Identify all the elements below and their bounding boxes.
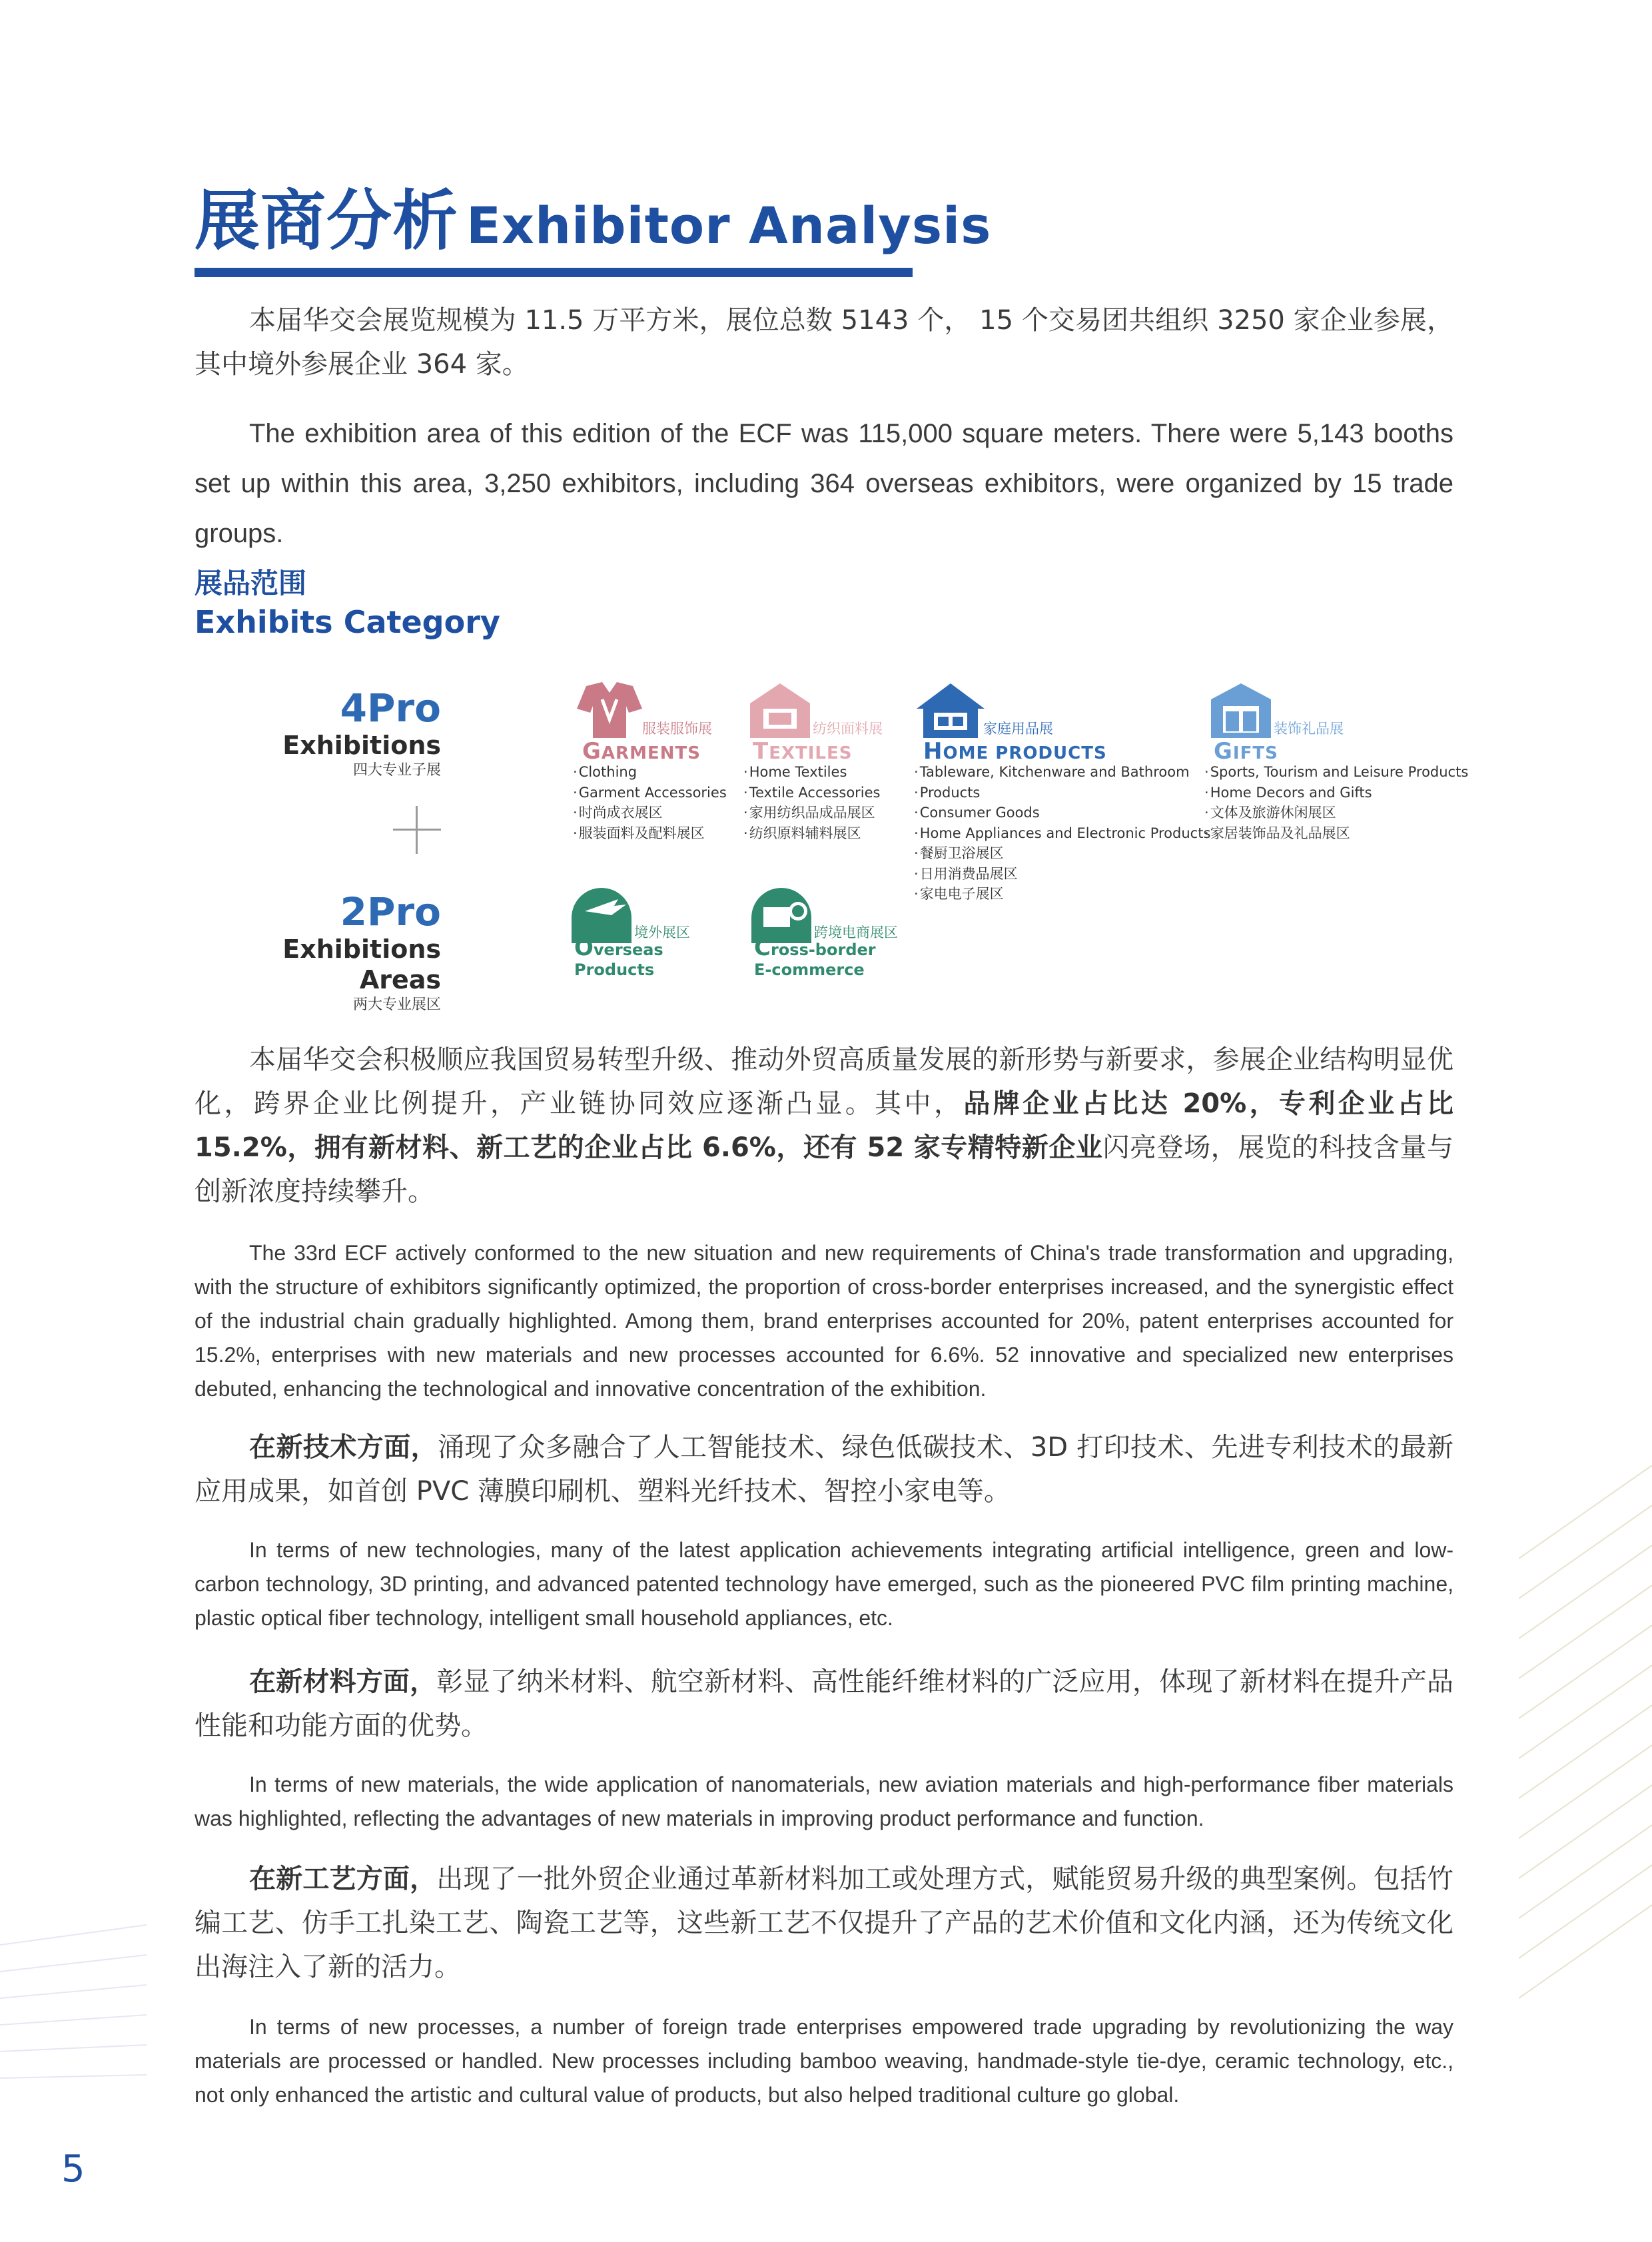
list-item: · 时尚成衣展区	[573, 803, 739, 823]
structure-paragraph-zh: 本届华交会积极顺应我国贸易转型升级、推动外贸高质量发展的新形势与新要求，参展企业结构明显优化，跨界企业比例提升，产业链协同效应逐渐凸显。其中，品牌企业占比达 20%，专利企业占比 15.2%，拥有新材料、新工艺的企业占比 6.6%，还有 52 家专精特新企业闪亮登场，展览的科技含量与创新浓度持续攀升。	[195, 1044, 1454, 1207]
category-home-products	[914, 679, 1211, 905]
category-heading-en: Exhibits Category	[195, 604, 500, 640]
textile-icon	[743, 679, 817, 741]
page-title	[195, 181, 991, 266]
textiles-cn: 纺织面料展	[813, 721, 883, 737]
pro-areas-num: 2Pro	[340, 889, 441, 934]
category-garments	[573, 679, 739, 843]
pro-exhibitions-cn: 四大专业子展	[352, 762, 441, 779]
overseas-en: Overseas Products	[574, 934, 663, 979]
tech-paragraph-en: In terms of new technologies, many of the latest application achievements integrating artificial intelligence, green and low-carbon technology, 3D printing, and advanced patented technology have emerged, such as the pioneered PVC film printing machine, plastic optical fiber technology, intelligent small household appliances, etc.	[195, 1538, 1453, 1630]
home-products-items	[914, 762, 1211, 905]
processes-paragraph-zh: 在新工艺方面，出现了一批外贸企业通过革新材料加工或处理方式，赋能贸易升级的典型案例。包括竹编工艺、仿手工扎染工艺、陶瓷工艺等，这些新工艺不仅提升了产品的艺术价值和文化内涵，还为传统文化出海注入了新的活力。	[195, 1864, 1454, 1982]
cross-border-en: Cross-border E-commerce	[754, 934, 876, 979]
title-underline	[195, 268, 913, 277]
list-item: · 家电电子展区	[914, 884, 1200, 905]
pro-exhibitions-num: 4Pro	[340, 685, 441, 731]
area-cross-border	[745, 885, 945, 984]
overseas-cn: 境外展区	[634, 925, 690, 940]
garments-logo	[573, 679, 739, 765]
home-products-en: HOME PRODUCTS	[923, 738, 1107, 765]
highlight-stats: 品牌企业占比达 20%，专利企业占比 15.2%，拥有新材料、新工艺的企业占比 6.6%，还有 52 家专精特新企业	[195, 1088, 1454, 1163]
list-item: · Textile Accessories	[743, 783, 910, 803]
intro-zh: 本届华交会展览规模为 11.5 万平方米，展位总数 5143 个， 15 个交易团共组织 3250 家企业参展，其中境外参展企业 364 家。	[195, 305, 1453, 380]
materials-paragraph-en: In terms of new materials, the wide application of nanomaterials, new aviation materials and high-performance fiber materials was highlighted, reflecting the advantages of new materials in improving product performance and function.	[195, 1772, 1453, 1830]
house-icon	[914, 679, 987, 741]
gifts-items	[1204, 762, 1471, 843]
category-textiles	[743, 679, 910, 843]
list-item: · Garment Accessories	[573, 783, 739, 803]
gift-icon	[1204, 679, 1278, 741]
structure-paragraph-en: The 33rd ECF actively conformed to the new situation and new requirements of China's trade transformation and upgrading, with the structure of exhibitors significantly optimized, the proportion of cross-border enterprises increased, and the synergistic effect of the industrial chain gradually highlighted. Among them, brand enterprises accounted for 20%, patent enterprises accounted for 15.2%, enterprises with new materials and new processes accounted for 6.6%. 52 innovative and specialized new enterprises debuted, enhancing the technological and innovative concentration of the exhibition.	[195, 1241, 1453, 1401]
garments-items	[573, 762, 739, 843]
list-item: · Tableware, Kitchenware and Bathroom	[914, 762, 1200, 783]
list-item: · 餐厨卫浴展区	[914, 843, 1200, 864]
list-item: · Home Decors and Gifts	[1204, 783, 1471, 803]
decorative-lines-left	[0, 1918, 147, 2118]
title-zh: 展商分析	[195, 183, 459, 259]
pro-areas-cn: 两大专业展区	[352, 996, 441, 1013]
home-products-logo	[914, 679, 1200, 765]
textiles-logo	[743, 679, 910, 765]
list-item: · Sports, Tourism and Leisure Products	[1204, 762, 1471, 783]
garments-en: GARMENTS	[582, 738, 701, 765]
gifts-cn: 装饰礼品展	[1274, 721, 1344, 737]
cross-border-cn: 跨境电商展区	[814, 925, 898, 940]
category-gifts	[1204, 679, 1471, 843]
area-overseas	[565, 885, 738, 984]
garments-cn: 服装服饰展	[642, 721, 712, 737]
list-item: · Consumer Goods	[914, 803, 1200, 823]
tech-paragraph-zh: 在新技术方面，涌现了众多融合了人工智能技术、绿色低碳技术、3D 打印技术、先进专利技术的最新应用成果，如首创 PVC 薄膜印刷机、塑料光纤技术、智控小家电等。	[195, 1432, 1454, 1507]
list-item: · 纺织原料辅料展区	[743, 823, 910, 844]
list-item: · Products	[914, 783, 1200, 803]
textiles-en: TEXTILES	[753, 738, 853, 765]
list-item: · Clothing	[573, 762, 739, 783]
decorative-lines-right	[1519, 1465, 1652, 2065]
list-item: · 日用消费品展区	[914, 864, 1200, 885]
list-item: · 文体及旅游休闲展区	[1204, 803, 1471, 823]
gifts-en: GIFTS	[1214, 738, 1278, 765]
processes-paragraph-en: In terms of new processes, a number of foreign trade enterprises empowered trade upgrading by revolutionizing the way materials are processed or handled. New processes including bamboo weaving, handmade-style tie-dye, ceramic technology, etc., not only enhanced the artistic and cultural value of products, but also helped traditional culture go global.	[195, 2015, 1453, 2107]
category-heading	[195, 565, 500, 642]
garment-icon	[573, 679, 646, 741]
textiles-items	[743, 762, 910, 843]
list-item: · 家用纺织品成品展区	[743, 803, 910, 823]
plus-icon	[393, 806, 441, 854]
list-item: · Home Textiles	[743, 762, 910, 783]
list-item: · Home Appliances and Electronic Products	[914, 823, 1200, 844]
home-products-cn: 家庭用品展	[983, 721, 1053, 737]
title-en: Exhibitor Analysis	[466, 196, 992, 255]
list-item: · 服装面料及配料展区	[573, 823, 739, 844]
category-heading-zh: 展品范围	[195, 567, 307, 599]
pro-areas-name: Exhibitions Areas	[282, 934, 441, 994]
gifts-logo	[1204, 679, 1471, 765]
pro-exhibitions-label	[200, 686, 441, 781]
pro-areas-label	[200, 890, 441, 1015]
page-number: 5	[61, 2147, 85, 2191]
intro-en: The exhibition area of this edition of the ECF was 115,000 square meters. There were 5,143 booths set up within this area, 3,250 exhibitors, including 364 overseas exhibitors, were organized by 15 trade groups.	[195, 419, 1453, 548]
materials-paragraph-zh: 在新材料方面，彰显了纳米材料、航空新材料、高性能纤维材料的广泛应用，体现了新材料在提升产品性能和功能方面的优势。	[195, 1667, 1454, 1741]
list-item: · 家居装饰品及礼品展区	[1204, 823, 1471, 844]
pro-exhibitions-name: Exhibitions	[282, 731, 441, 760]
